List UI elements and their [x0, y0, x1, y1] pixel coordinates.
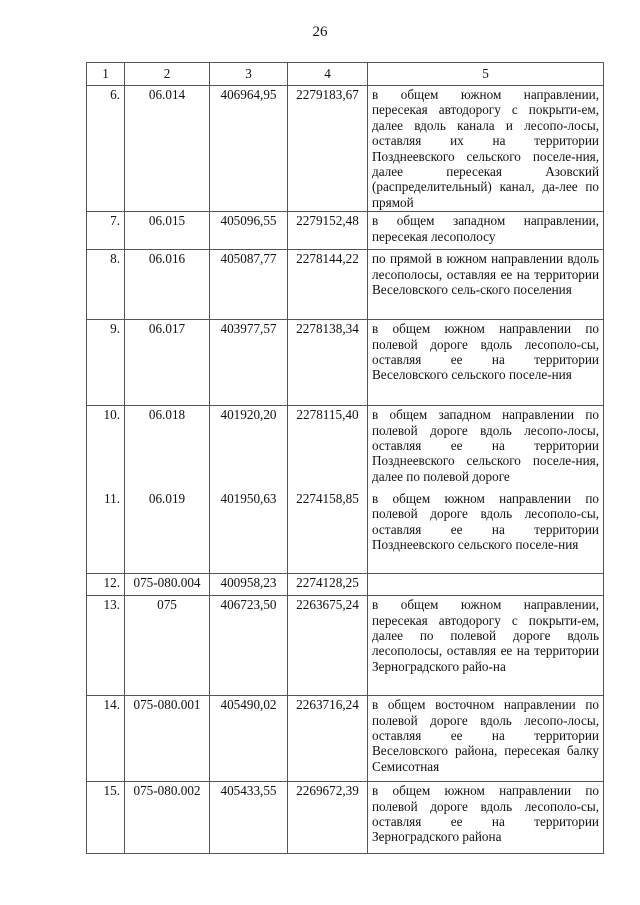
coordinate-x: 405096,55 — [210, 212, 288, 250]
table-row — [87, 212, 604, 250]
coordinate-x: 405433,55 — [210, 782, 288, 854]
row-number: 9. — [87, 320, 125, 406]
table-row — [87, 250, 604, 320]
row-number: 15. — [87, 782, 125, 854]
coordinate-y: 2269672,39 — [288, 782, 368, 854]
boundary-description: в общем южном направлении по полевой дороге вдоль лесополо-сы, оставляя ее на территории Позднеевского сельского поселе-ния — [368, 490, 604, 574]
point-code: 06.014 — [125, 86, 210, 212]
coordinate-x: 406723,50 — [210, 596, 288, 696]
row-number: 8. — [87, 250, 125, 320]
point-code: 075 — [125, 596, 210, 696]
boundary-description: в общем южном направлении по полевой дороге вдоль лесополо-сы, оставляя ее на территории Зерноградского района — [368, 782, 604, 854]
header-row — [87, 63, 604, 86]
row-number: 13. — [87, 596, 125, 696]
page-number: 26 — [312, 24, 328, 40]
boundary-description: в общем южном направлении по полевой дороге вдоль лесополо-сы, оставляя ее на территории Веселовского сельского поселе-ния — [368, 320, 604, 406]
row-number: 12. — [87, 574, 125, 596]
header-col-1: 1 — [87, 63, 125, 86]
coordinate-y: 2274158,85 — [288, 490, 368, 574]
boundary-description: в общем южном направлении, пересекая автодорогу с покрыти-ем, далее вдоль канала и лесопо-лосы, оставляя их на территории Позднеевского сельского поселе-ния, далее пересекая Азовский (распределительный) канал, да-лее по прямой — [368, 86, 604, 212]
boundary-description: по прямой в южном направлении вдоль лесополосы, оставляя ее на территории Веселовского сель-ского поселения — [368, 250, 604, 320]
coordinate-y: 2263675,24 — [288, 596, 368, 696]
row-number: 7. — [87, 212, 125, 250]
coordinate-y: 2279152,48 — [288, 212, 368, 250]
table-row — [87, 490, 604, 574]
row-number: 6. — [87, 86, 125, 212]
header-col-2: 2 — [125, 63, 210, 86]
boundary-description: в общем южном направлении, пересекая автодорогу с покрыти-ем, далее по полевой дороге вдоль лесополосы, оставляя ее на территории Зерноградского райо-на — [368, 596, 604, 696]
header-col-3: 3 — [210, 63, 288, 86]
coordinate-x: 401920,20 — [210, 406, 288, 490]
point-code: 075-080.001 — [125, 696, 210, 782]
table-row — [87, 86, 604, 212]
coordinate-x: 405087,77 — [210, 250, 288, 320]
row-number: 14. — [87, 696, 125, 782]
table-row — [87, 596, 604, 696]
boundary-description: в общем западном направлении, пересекая лесополосу — [368, 212, 604, 250]
boundary-description: в общем западном направлении по полевой дороге вдоль лесопо-лосы, оставляя ее на территории Позднеевского сельского поселе-ния, далее по полевой дороге — [368, 406, 604, 490]
coordinate-x: 401950,63 — [210, 490, 288, 574]
point-code: 075-080.004 — [125, 574, 210, 596]
header-col-4: 4 — [288, 63, 368, 86]
table-row — [87, 782, 604, 854]
header-col-5: 5 — [368, 63, 604, 86]
coordinate-x: 403977,57 — [210, 320, 288, 406]
point-code: 06.018 — [125, 406, 210, 490]
coordinate-x: 400958,23 — [210, 574, 288, 596]
boundary-points-table — [86, 62, 604, 854]
point-code: 06.017 — [125, 320, 210, 406]
row-number: 11. — [87, 490, 125, 574]
point-code: 06.016 — [125, 250, 210, 320]
coordinate-y: 2278144,22 — [288, 250, 368, 320]
table-row — [87, 320, 604, 406]
coordinate-y: 2274128,25 — [288, 574, 368, 596]
boundary-description: в общем восточном направлении по полевой дороге вдоль лесопо-лосы, оставляя ее на территории Веселовского района, пересекая балку Семисотная — [368, 696, 604, 782]
coordinate-y: 2263716,24 — [288, 696, 368, 782]
coordinate-x: 405490,02 — [210, 696, 288, 782]
coordinate-y: 2279183,67 — [288, 86, 368, 212]
row-number: 10. — [87, 406, 125, 490]
point-code: 06.015 — [125, 212, 210, 250]
boundary-description — [368, 574, 604, 596]
coordinate-x: 406964,95 — [210, 86, 288, 212]
table-row — [87, 406, 604, 490]
point-code: 06.019 — [125, 490, 210, 574]
table-row — [87, 696, 604, 782]
point-code: 075-080.002 — [125, 782, 210, 854]
coordinate-y: 2278115,40 — [288, 406, 368, 490]
table-row — [87, 574, 604, 596]
coordinate-y: 2278138,34 — [288, 320, 368, 406]
